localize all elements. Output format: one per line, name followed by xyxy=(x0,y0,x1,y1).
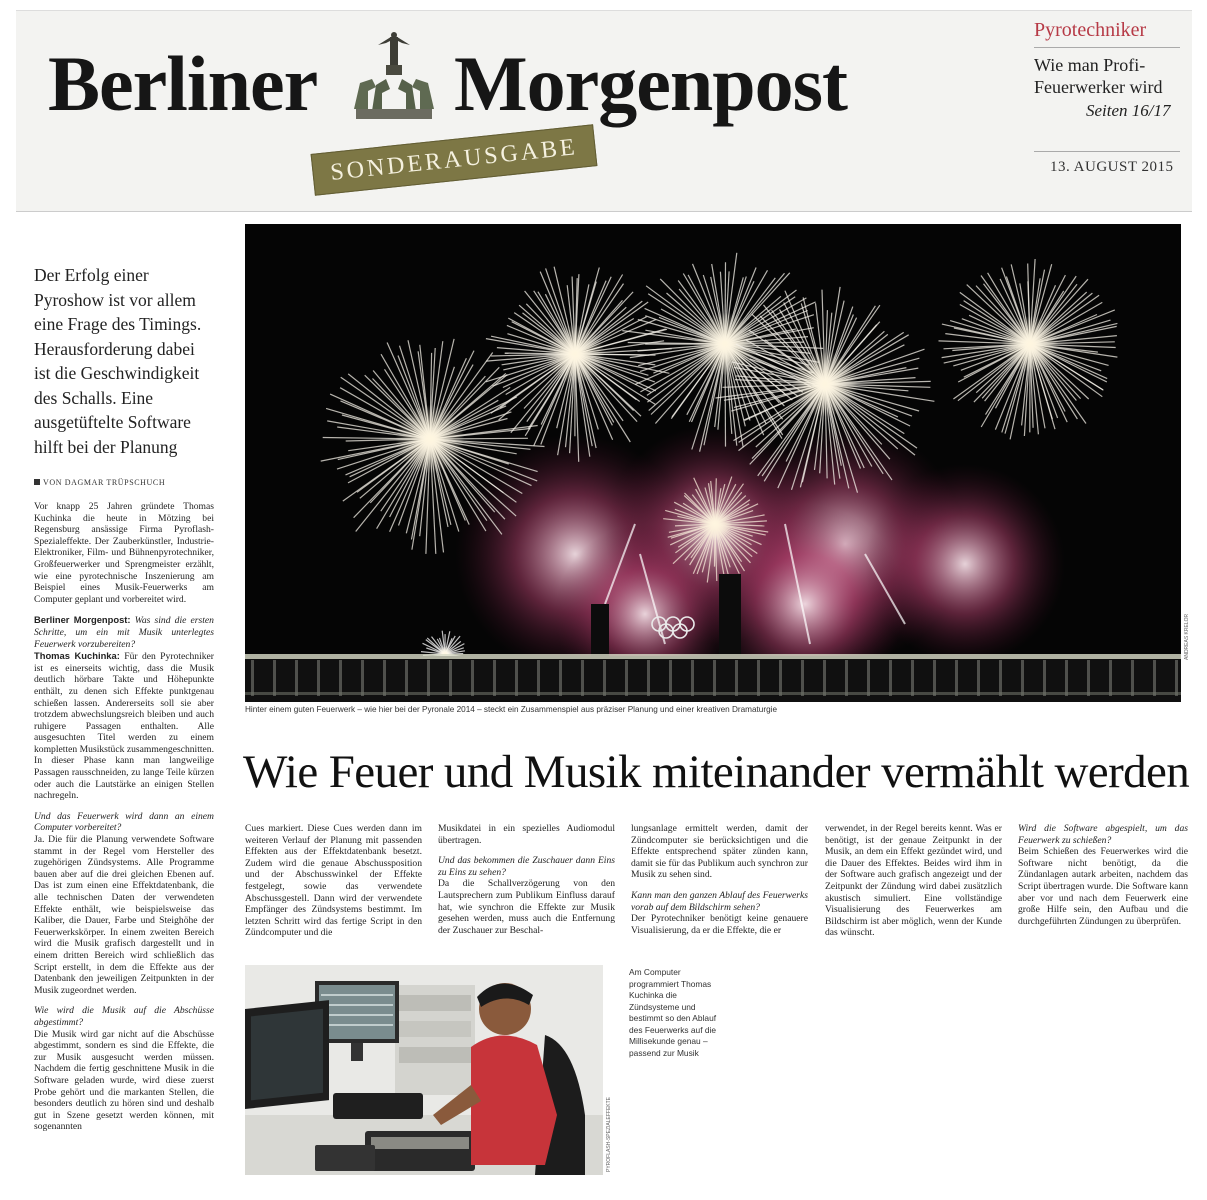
answer-1-text: Für den Pyrotechniker ist es einerseits wichtig, dass die Musik deutlich hörbare Takte und Höhepunkte enthält, zu denen sich Effekte punktgenau schießen lassen. Andererseits soll sie aber trotzdem abwechslungsreich bleiben und auch ruhigere Passagen enthalten. Alle ausgesuchten Titel werden zu einem kompletten Musikstück zusammengeschnitten. In dieser Phase kann man langweilige Passagen rausschneiden, zu lange Teile kürzen oder auch die Lautstärke an einigen Stellen nachregeln. xyxy=(34,651,215,802)
teaser-rule xyxy=(1034,47,1180,48)
teaser-pages: Seiten 16/17 xyxy=(1086,101,1171,120)
interview-question-3: Wie wird die Musik auf die Abschüsse abgestimmt? xyxy=(34,1005,214,1028)
teaser-kicker[interactable]: Pyrotechniker xyxy=(1034,19,1147,41)
interview-answer-5: Der Pyrotechniker benötigt keine genauere Visualisierung, da er die Effekte, die er xyxy=(631,913,808,936)
article-column-3 xyxy=(438,823,615,945)
article-column-6 xyxy=(1018,823,1188,936)
byline-square-icon xyxy=(34,479,40,485)
computer-photo xyxy=(245,965,603,1175)
masthead-title-left: Berliner xyxy=(48,40,318,127)
teaser-line-2[interactable]: Feuerwerker wird xyxy=(1034,77,1163,97)
byline-text: VON DAGMAR TRÜPSCHUCH xyxy=(43,478,166,487)
headline: Wie Feuer und Musik miteinander vermählt werden xyxy=(243,746,1190,798)
masthead-title-right-wrap xyxy=(454,39,847,129)
interview-question-2: Und das Feuerwerk wird dann an einem Computer vorbereitet? xyxy=(34,810,214,834)
column-2-text: Cues markiert. Diese Cues werden dann im weiteren Verlauf der Planung mit passenden Effekten aus der Effektdatenbank besetzt. Zudem wird die genaue Abschussposition und der Abschusswinkel der Effekte festgelegt, sowie das verwendete Abschussgestell. Dann wird der verwendete Empfänger des Zündsystems bestimmt. Im letzten Schritt wird das fertige Script in den Zündcomputer und die xyxy=(245,823,422,939)
question-1-text: Was sind die ersten Schritte, um ein mit Musik unterlegtes Feuerwerk vorzubereiten? xyxy=(34,615,214,650)
column-4-text: lungsanlage ermittelt werden, damit der Zündcomputer sie berücksichtigen und die Effekte entsprechend später zünden kann, damit sie für das Publikum auch synchron zur Musik zu sehen sind. xyxy=(631,823,808,881)
fireworks-photo xyxy=(245,224,1181,702)
photo-credit-1: ANDREAS KRELOR xyxy=(1184,613,1190,660)
masthead-title xyxy=(48,39,317,129)
byline xyxy=(34,478,165,487)
article-column-5 xyxy=(825,823,1002,948)
issue-date: 13. AUGUST 2015 xyxy=(1050,159,1174,175)
photo-credit-2: PYROFLASH-SPEZIALEFFEKTE xyxy=(606,1096,612,1172)
interview-question-1 xyxy=(34,614,214,650)
article-column-4 xyxy=(631,823,808,945)
interview-question-4: Und das bekommen die Zuschauer dann Eins zu Eins zu sehen? xyxy=(438,855,615,878)
speaker-morgenpost: Berliner Morgenpost: xyxy=(34,614,131,626)
fireworks-graphic xyxy=(245,224,1181,702)
column-3-text: Musikdatei in ein spezielles Audiomodul übertragen. xyxy=(438,823,615,846)
edition-badge: SONDERAUSGABE xyxy=(311,124,598,195)
computer-workstation-graphic xyxy=(245,965,603,1175)
article-column-2 xyxy=(245,823,422,948)
photo-caption-1: Hinter einem guten Feuerwerk – wie hier bei der Pyronale 2014 – steckt ein Zusammenspiel aus präziser Planung und einer kreativen Dramaturgie xyxy=(245,705,778,714)
interview-answer-3: Die Musik wird gar nicht auf die Abschüsse abgestimmt, sondern es sind die Effekte, die zur Musik ausgesucht werden müssen. Nachdem die fertig geschnittene Musik in die Software geladen wurde, wird diese zuerst Probe gehört und die markanten Stellen, die besonders deutlich zu hören sind und deshalb gut in Szene gesetzt werden können, mit sogenannten xyxy=(34,1028,214,1133)
speaker-kuchinka: Thomas Kuchinka: xyxy=(34,650,120,662)
masthead-title-right: Morgenpost xyxy=(454,40,847,127)
interview-answer-4: Da die Schallverzögerung von den Lautsprechern zum Publikum Einfluss darauf hat, wie synchron die Effekte zur Musik gesehen werden, muss auch die Entfernung der Zuschauer zur Beschal- xyxy=(438,878,615,936)
masthead xyxy=(16,10,1192,212)
teaser-line-1[interactable]: Wie man Profi- xyxy=(1034,55,1146,75)
interview-answer-6: Beim Schießen des Feuerwerkes wird die Software nicht benötigt, da die Zündanlagen autark arbeiten, nachdem das Script übertragen wurde. Die Software kann aber vor und nach dem Feuerwerk eine große Hilfe sein, den Aufbau und die durchgeführten Zündungen zu überprüfen. xyxy=(1018,846,1188,927)
column-5-text: verwendet, in der Regel bereits kennt. Was er benötigt, ist der genaue Zeitpunkt in der Musik, an dem ein Effekt gezündet wird, und die Dauer des Effektes. Beides wird ihm in der Software auch grafisch angezeigt und der Zeitpunkt der Zündung wird dabei zusätzlich akustisch simuliert. Eine vollständige Visualisierung des Feuerwerkes am Bildschirm ist aber möglich, wenn der Kunde das wünscht. xyxy=(825,823,1002,939)
interview-question-5: Kann man den ganzen Ablauf des Feuerwerks vorab auf dem Bildschirm sehen? xyxy=(631,889,808,913)
article-lead: Vor knapp 25 Jahren gründete Thomas Kuchinka die heute in Mötzing bei Regensburg ansässige Firma Pyroflash-Spezialeffekte. Der Zauberkünstler, Industrie-Elektroniker, Film- und Bühnenpyrotechniker, Großfeuerwerker und Sprengmeister erzählt, wie eine pyrotechnische Inszenierung am Beispiel eines Musik-Feuerwerks am Computer geplant und vorbereitet wird. xyxy=(34,501,214,605)
interview-answer-1 xyxy=(34,650,214,802)
intro-teaser: Der Erfolg einer Pyroshow ist vor allem eine Frage des Timings. Herausforderung dabei ist die Geschwindigkeit des Schalls. Eine ausgetüftelte Software hilft bei der Planung xyxy=(34,265,202,457)
interview-answer-2: Ja. Die für die Planung verwendete Software stammt in der Regel vom Hersteller des zugehörigen Zündsystems. Alle Programme bauen aber auf die drei gleichen Ebenen auf. Das ist zum einen eine Effektdatenbank, die alle technischen Daten der verwendeten Effekte enthält, wie beispielsweise das Kaliber, die Dauer, Farbe und Steighöhe der Feuerwerkskörper. In einem zweiten Bereich wird die Musik grafisch dargestellt und in einem dritten Bereich wird schließlich das Script erstellt, in dem die Effekte aus der Datenbank den jeweiligen Zeitpunkten in der Musik zugeordnet werden. xyxy=(34,834,214,996)
date-rule xyxy=(1034,151,1180,152)
article-column-1 xyxy=(34,501,214,1142)
quadriga-icon xyxy=(346,31,442,123)
photo-caption-2: Am Computer programmiert Thomas Kuchinka die Zündsysteme und bestimmt so den Ablauf des Feuerwerks auf die Millisekunde genau – passend zur Musik xyxy=(629,967,717,1058)
interview-question-6: Wird die Software abgespielt, um das Feuerwerk zu schießen? xyxy=(1018,823,1188,846)
